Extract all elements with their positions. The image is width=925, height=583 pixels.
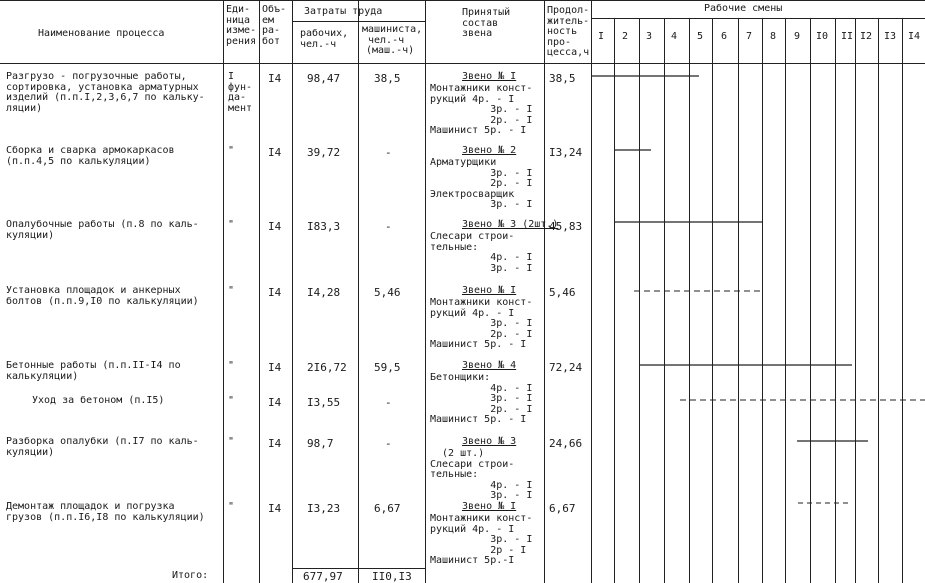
process-name-line: Демонтаж площадок и погрузка xyxy=(6,501,175,512)
crew-line: 3р. - I xyxy=(430,318,533,329)
crew-line: 4р. - I xyxy=(430,382,533,394)
workers-hours: 39,72 xyxy=(307,146,341,159)
crew-line: 3р. - I xyxy=(430,167,533,179)
crew-line: 2р. - I xyxy=(430,114,533,126)
process-name-line: Бетонные работы (п.п.II-I4 по xyxy=(6,360,181,371)
unit-line: " xyxy=(228,145,235,156)
workers-hours: I4,28 xyxy=(307,286,341,299)
workers-hours: 2I6,72 xyxy=(307,361,347,374)
crew-line: рукций 4р. - I xyxy=(430,523,515,535)
crew-line: Слесари строи- xyxy=(430,231,515,242)
shift-number: II xyxy=(841,31,854,42)
crew-line: 3р. - I xyxy=(430,534,533,545)
workers-hours: I3,23 xyxy=(307,502,341,515)
crew-title: Звено № I xyxy=(462,501,517,512)
crew-line: 3р. - I xyxy=(430,199,533,210)
process-name-line: Установка площадок и анкерных xyxy=(6,285,181,296)
duration-cell: 5,46 xyxy=(549,286,576,299)
crew-line: 3р. - I xyxy=(430,104,533,115)
crew-line: Бетонщики: xyxy=(430,372,491,383)
crew-line: тельные: xyxy=(430,469,479,480)
header-labor: Затраты труда xyxy=(304,6,383,17)
crew-line: (2 шт.) xyxy=(430,448,485,459)
unit-line: " xyxy=(228,285,235,296)
volume-cell: I4 xyxy=(268,146,282,159)
header-workers: рабочих, чел.-ч xyxy=(300,28,349,50)
crew-line: Монтажники конст- xyxy=(430,513,533,524)
header-shifts: Рабочие смены xyxy=(704,3,783,14)
shift-number: 9 xyxy=(794,31,801,42)
process-name-line: Опалубочные работы (п.8 по каль- xyxy=(6,219,199,230)
machinist-hours: 6,67 xyxy=(374,502,401,515)
shift-number: I0 xyxy=(816,31,829,42)
process-name-line: грузов (п.п.I6,I8 по калькуляции) xyxy=(6,511,205,523)
crew-line: 2р - I xyxy=(430,544,527,556)
unit-line: да- xyxy=(228,92,247,103)
machinist-hours: 59,5 xyxy=(374,361,401,374)
crew-line: 4р. - I xyxy=(430,252,533,263)
volume-cell: I4 xyxy=(268,72,282,85)
crew-line: Слесари строи- xyxy=(430,458,515,470)
crew-line: 3р. - I xyxy=(430,262,533,274)
process-name-line: куляции) xyxy=(6,229,55,241)
crew-line: Монтажники конст- xyxy=(430,83,533,94)
header-machinist: машиниста, чел.-ч (маш.-ч) xyxy=(362,24,423,56)
crew-line: тельные: xyxy=(430,241,479,253)
process-name-line: Разборка опалубки (п.I7 по каль- xyxy=(6,436,199,447)
volume-cell: I4 xyxy=(268,437,282,450)
crew-title: Звено № 3 xyxy=(462,436,517,447)
machinist-hours: 38,5 xyxy=(374,72,401,85)
machinist-hours: - xyxy=(385,437,392,450)
machinist-hours: - xyxy=(385,146,392,159)
process-name-line: болтов (п.п.9,I0 по калькуляции) xyxy=(6,295,199,307)
unit-line: " xyxy=(228,360,235,371)
crew-line: Машинист 5р. - I xyxy=(430,125,527,136)
workers-hours: 98,47 xyxy=(307,72,341,85)
crew-title: Звено № 4 xyxy=(462,360,517,371)
crew-title: Звено № 3 (2шт.) xyxy=(462,219,559,230)
shift-number: 3 xyxy=(646,31,653,42)
duration-cell: 38,5 xyxy=(549,72,576,85)
unit-line: мент xyxy=(228,102,253,114)
process-name-line: куляции) xyxy=(6,446,55,458)
shift-number: I3 xyxy=(884,31,897,42)
crew-line: 3р. - I xyxy=(430,490,533,501)
volume-cell: I4 xyxy=(268,396,282,409)
unit-line: " xyxy=(228,219,235,230)
crew-title: Звено № 2 xyxy=(462,145,517,156)
crew-line: рукций 4р. - I xyxy=(430,93,515,105)
process-name-line: сортировка, установка арматурных xyxy=(6,81,199,93)
shift-number: 2 xyxy=(622,31,629,42)
duration-cell: I3,24 xyxy=(549,146,583,159)
crew-line: Машинист 5р. - I xyxy=(430,339,527,350)
shift-number: 7 xyxy=(746,31,753,42)
unit-line: I xyxy=(228,71,235,82)
unit-line: " xyxy=(228,501,235,512)
workers-hours: I3,55 xyxy=(307,396,341,409)
total-label: Итого: xyxy=(172,570,209,581)
volume-cell: I4 xyxy=(268,361,282,374)
process-name-line: ляции) xyxy=(6,102,43,114)
unit-line: " xyxy=(228,436,235,447)
machinist-hours: - xyxy=(385,396,392,409)
process-name-line: калькуляции) xyxy=(6,370,79,382)
header-process-name: Наименование процесса xyxy=(38,28,165,39)
crew-title: Звено № I xyxy=(462,71,517,82)
duration-cell: 45,83 xyxy=(549,220,583,233)
crew-line: Монтажники конст- xyxy=(430,297,533,308)
unit-line: фун- xyxy=(228,81,253,93)
total-workers: 677,97 xyxy=(303,570,343,583)
volume-cell: I4 xyxy=(268,286,282,299)
process-name-line: Уход за бетоном (п.I5) xyxy=(32,395,165,406)
header-unit: Еди- ница изме- рения xyxy=(226,4,257,47)
crew-line: Арматурщики xyxy=(430,157,497,168)
crew-line: рукций 4р. - I xyxy=(430,307,515,319)
shift-number: 8 xyxy=(770,31,777,42)
process-name-line: Сборка и сварка армокаркасов xyxy=(6,145,175,156)
crew-line: 2р. - I xyxy=(430,178,533,189)
crew-line: 4р. - I xyxy=(430,479,533,491)
process-name-line: изделий (п.п.I,2,3,6,7 по кальку- xyxy=(6,92,205,103)
duration-cell: 6,67 xyxy=(549,502,576,515)
volume-cell: I4 xyxy=(268,502,282,515)
total-machinist: II0,I3 xyxy=(372,570,412,583)
shift-number: I xyxy=(598,31,605,42)
crew-line: 2р. - I xyxy=(430,328,533,340)
unit-line: " xyxy=(228,395,235,406)
shift-number: I4 xyxy=(908,31,921,42)
duration-cell: 24,66 xyxy=(549,437,583,450)
header-volume: Объ- ем ра- бот xyxy=(262,4,287,47)
workers-hours: I83,3 xyxy=(307,220,341,233)
workers-hours: 98,7 xyxy=(307,437,334,450)
machinist-hours: 5,46 xyxy=(374,286,401,299)
shift-number: 6 xyxy=(721,31,728,42)
crew-line: Машинист 5р. - I xyxy=(430,414,527,425)
crew-line: Машинист 5р.-I xyxy=(430,555,515,566)
crew-line: 3р. - I xyxy=(430,393,533,404)
header-crew: Принятый состав звена xyxy=(462,7,511,39)
volume-cell: I4 xyxy=(268,220,282,233)
crew-line: 2р. - I xyxy=(430,403,533,415)
process-name-line: (п.п.4,5 по калькуляции) xyxy=(6,155,151,167)
process-name-line: Разгрузо - погрузочные работы, xyxy=(6,71,187,82)
shift-number: 5 xyxy=(697,31,704,42)
crew-title: Звено № I xyxy=(462,285,517,296)
machinist-hours: - xyxy=(385,220,392,233)
crew-line: Электросварщик xyxy=(430,188,515,200)
header-duration: Продол- житель- ность про- цесса,ч xyxy=(547,5,590,58)
shift-number: I2 xyxy=(860,31,873,42)
shift-number: 4 xyxy=(671,31,678,42)
duration-cell: 72,24 xyxy=(549,361,583,374)
